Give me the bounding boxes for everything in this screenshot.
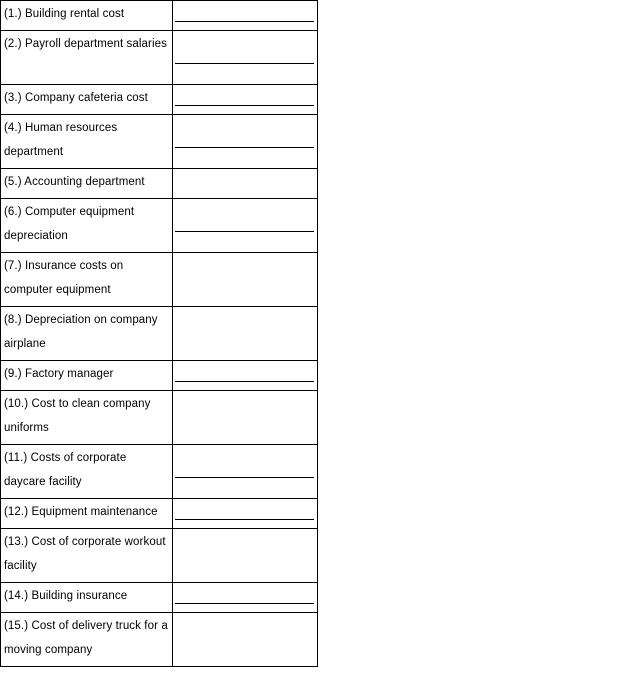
answer-blank-line[interactable] (175, 381, 314, 382)
answer-cell[interactable] (173, 31, 318, 85)
item-label: (15.) Cost of delivery truck for a moving company (1, 613, 173, 667)
table-row (1, 391, 318, 445)
table-row (1, 253, 318, 307)
table-row (1, 307, 318, 361)
item-label: (9.) Factory manager (1, 361, 173, 391)
item-label: (10.) Cost to clean company uniforms (1, 391, 173, 445)
answer-blank-line[interactable] (175, 231, 314, 232)
item-label: (8.) Depreciation on company airplane (1, 307, 173, 361)
table-row (1, 85, 318, 115)
item-label: (7.) Insurance costs on computer equipment (1, 253, 173, 307)
answer-cell[interactable] (173, 391, 318, 445)
answer-blank-line[interactable] (175, 477, 314, 478)
table-row (1, 169, 318, 199)
item-label: (12.) Equipment maintenance (1, 499, 173, 529)
table-row (1, 613, 318, 667)
table-row (1, 199, 318, 253)
table-row (1, 361, 318, 391)
item-label: (4.) Human resources department (1, 115, 173, 169)
table-row (1, 31, 318, 85)
table-row (1, 499, 318, 529)
answer-blank-line[interactable] (175, 603, 314, 604)
answer-cell[interactable] (173, 613, 318, 667)
answer-cell[interactable] (173, 253, 318, 307)
item-label: (3.) Company cafeteria cost (1, 85, 173, 115)
answer-blank-line[interactable] (175, 63, 314, 64)
answer-blank-line[interactable] (175, 519, 314, 520)
item-label: (6.) Computer equipment depreciation (1, 199, 173, 253)
table-row (1, 583, 318, 613)
answer-cell[interactable] (173, 445, 318, 499)
table-row (1, 445, 318, 499)
answer-blank-line[interactable] (175, 21, 314, 22)
table-row (1, 1, 318, 31)
table-row (1, 529, 318, 583)
table-row (1, 115, 318, 169)
answer-cell[interactable] (173, 361, 318, 391)
answer-cell[interactable] (173, 1, 318, 31)
answer-cell[interactable] (173, 169, 318, 199)
item-label: (1.) Building rental cost (1, 1, 173, 31)
answer-cell[interactable] (173, 85, 318, 115)
answer-blank-line[interactable] (175, 147, 314, 148)
answer-cell[interactable] (173, 199, 318, 253)
answer-blank-line[interactable] (175, 105, 314, 106)
answer-cell[interactable] (173, 115, 318, 169)
cost-classification-table (0, 0, 318, 667)
cost-table-body (1, 1, 318, 667)
item-label: (5.) Accounting department (1, 169, 173, 199)
item-label: (11.) Costs of corporate daycare facility (1, 445, 173, 499)
answer-cell[interactable] (173, 499, 318, 529)
item-label: (2.) Payroll department salaries (1, 31, 173, 85)
answer-cell[interactable] (173, 583, 318, 613)
answer-cell[interactable] (173, 307, 318, 361)
item-label: (13.) Cost of corporate workout facility (1, 529, 173, 583)
answer-cell[interactable] (173, 529, 318, 583)
item-label: (14.) Building insurance (1, 583, 173, 613)
